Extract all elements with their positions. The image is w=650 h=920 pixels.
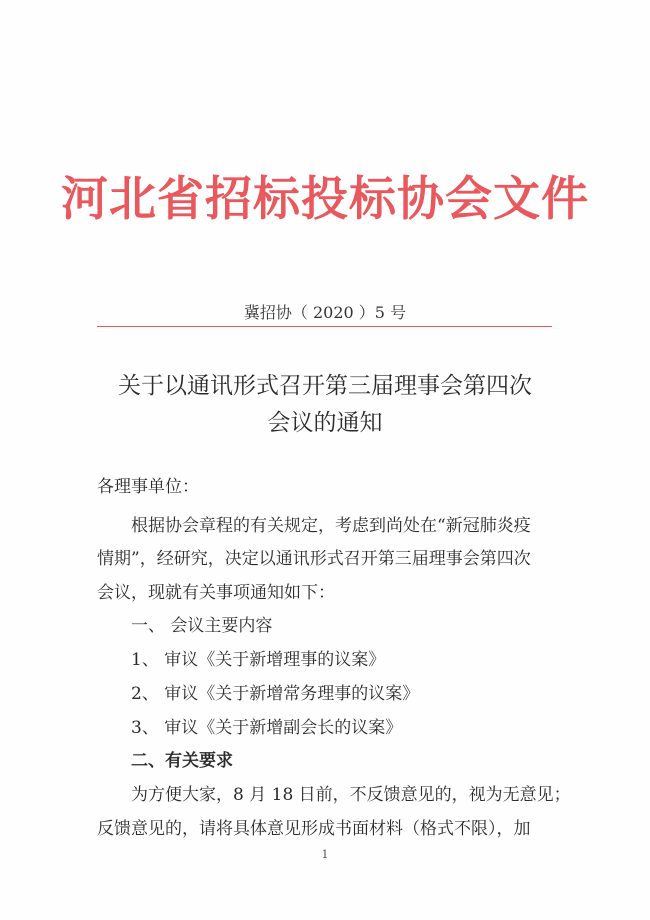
header-divider [97, 326, 552, 327]
intro-line-3: 会议，现就有关事项通知如下： [97, 583, 335, 603]
list-item: 2、 审议《关于新增常务理事的议案》 [131, 684, 420, 704]
intro-line-1: 根据协会章程的有关规定，考虑到尚处在“新冠肺炎疫 [131, 516, 531, 536]
salutation: 各理事单位： [97, 477, 199, 497]
list-item: 1、 审议《关于新增理事的议案》 [131, 650, 386, 670]
notice-title-line2: 会议的通知 [267, 410, 383, 436]
intro-line-2: 情期”，经研究，决定以通讯形式召开第三届理事会第四次 [97, 549, 531, 569]
document-number: 冀招协（ 2020 ）5 号 [243, 303, 407, 322]
section-heading-1: 一、 会议主要内容 [131, 616, 273, 636]
notice-title-line1: 关于以通讯形式召开第三届理事会第四次 [118, 373, 532, 399]
requirement-line-1: 为方便大家，8 月 18 日前，不反馈意见的，视为无意见； [131, 785, 571, 805]
page-number: 1 [321, 848, 329, 861]
section-heading-2: 二、有关要求 [131, 751, 233, 771]
requirement-line-2: 反馈意见的，请将具体意见形成书面材料（格式不限），加 [97, 819, 531, 839]
document-header-title: 河北省招标投标协会文件 [61, 172, 589, 227]
list-item: 3、 审议《关于新增副会长的议案》 [131, 718, 403, 738]
